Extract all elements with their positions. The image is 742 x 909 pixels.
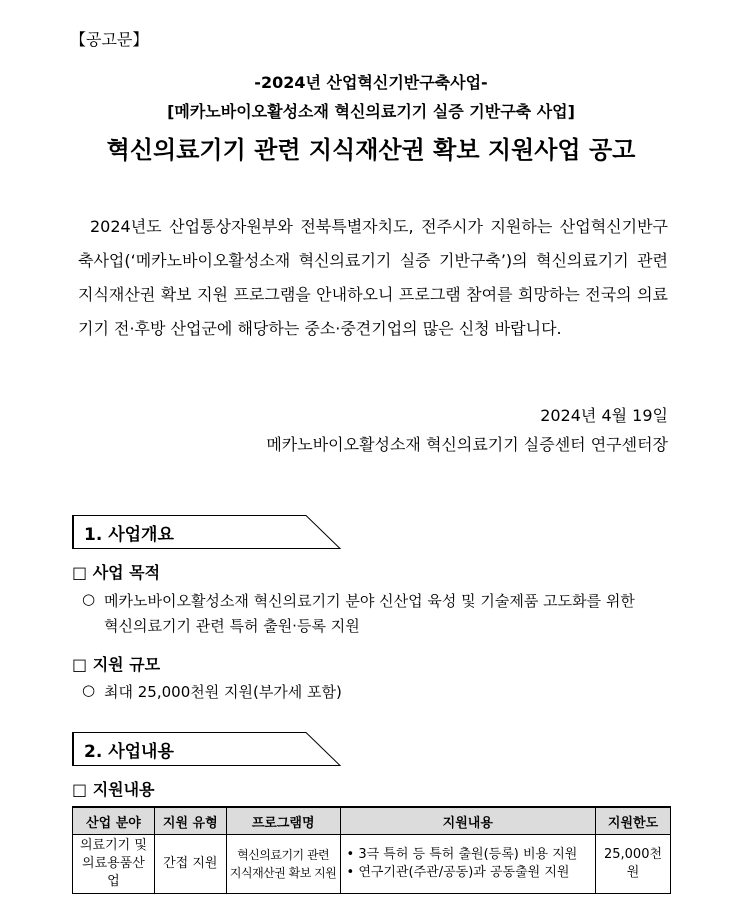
table-row	[73, 835, 671, 894]
notice-tag: 【공고문】	[70, 30, 149, 49]
industry-field-line: 의료용품산업	[82, 856, 145, 889]
table-header-cell: 프로그램명	[226, 807, 340, 835]
scale-heading: □ 지원 규모	[72, 655, 161, 674]
program-subtitle: -2024년 산업혁신기반구축사업-	[254, 73, 488, 92]
purpose-heading: □ 사업 목적	[72, 563, 161, 582]
notice-title: 혁신의료기기 관련 지식재산권 확보 지원사업 공고	[106, 136, 636, 164]
table-header-row	[73, 807, 671, 835]
program-name-line: 혁신의료기기 관련	[237, 848, 330, 862]
industry-field-cell	[73, 835, 155, 894]
section-2-header	[72, 732, 342, 766]
section-1-header	[72, 515, 342, 549]
scale-line-1: 최대 25,000천원 지원(부가세 포함)	[104, 683, 342, 701]
table-header-cell: 지원한도	[596, 807, 671, 835]
purpose-line-2: 혁신의료기기 관련 특허 출원·등록 지원	[104, 617, 360, 635]
program-name-cell	[226, 835, 340, 894]
program-name-line: 지식재산권 확보 지원	[229, 866, 337, 880]
section-1-title: 1. 사업개요	[84, 525, 174, 545]
purpose-line-1: 메카노바이오활성소재 혁신의료기기 분야 신산업 육성 및 기술제품 고도화를 위한	[104, 592, 635, 610]
support-content-line: • 연구기관(주관/공동)과 공동출원 지원	[346, 865, 570, 880]
support-content-cell	[340, 835, 596, 894]
industry-field-line: 의료기기 및	[79, 838, 147, 853]
support-content-line: • 3극 특허 등 특허 출원(등록) 비용 지원	[346, 847, 578, 862]
issuing-organization: 메카노바이오활성소재 혁신의료기기 실증센터 연구센터장	[266, 435, 668, 454]
purpose-bullet-icon: ○	[82, 590, 96, 608]
support-type-cell: 간접 지원	[154, 835, 226, 894]
notice-date: 2024년 4월 19일	[540, 406, 668, 425]
table-header-cell: 지원내용	[340, 807, 596, 835]
table-header-cell: 산업 분야	[73, 807, 155, 835]
support-content-heading: □ 지원내용	[72, 780, 155, 799]
scale-bullet-icon: ○	[82, 681, 96, 699]
project-subtitle: [메카노바이오활성소재 혁신의료기기 실증 기반구축 사업]	[167, 102, 575, 121]
section-2-title: 2. 사업내용	[84, 742, 174, 762]
intro-paragraph: 2024년도 산업통상자원부와 전북특별자치도, 전주시가 지원하는 산업혁신기반구축사업(‘메카노바이오활성소재 혁신의료기기 실증 기반구축’)의 혁신의료기기 관련 지식재산권 확보 지원 프로그램을 안내하오니 프로그램 참여를 희망하는 전국의 의료기기 전·후방 산업군에 해당하는 중소·중견기업의 많은 신청 바랍니다.	[78, 217, 668, 338]
support-limit-cell: 25,000천원	[596, 835, 671, 894]
support-table	[72, 806, 671, 894]
table-header-cell: 지원 유형	[154, 807, 226, 835]
